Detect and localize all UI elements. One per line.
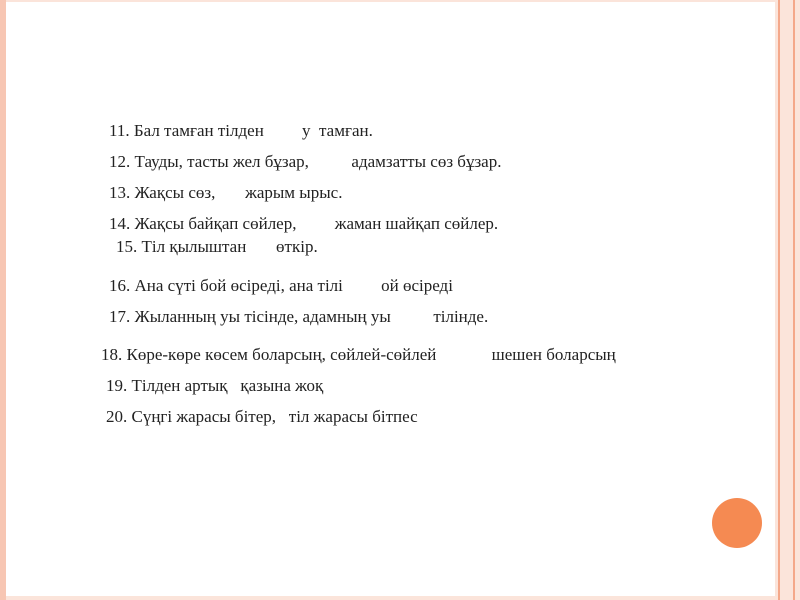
proverb-line: 14. Жақсы байқап сөйлер, жаман шайқап сөйлер.: [109, 214, 499, 233]
top-border: [6, 0, 775, 2]
proverb-line: 11. Бал тамған тілден у тамған.: [109, 121, 373, 140]
proverb-line: 20. Сүңгі жарасы бітер, тіл жарасы бітпес: [106, 407, 418, 426]
left-border: [0, 0, 6, 600]
accent-circle: [712, 498, 762, 548]
right-border-line-2: [793, 0, 795, 600]
proverb-line: 17. Жыланның уы тісінде, адамның уы тілінде.: [109, 307, 489, 326]
proverb-line: 18. Көре-көре көсем боларсың, сөйлей-сөйлей шешен боларсың: [101, 345, 616, 364]
bottom-border: [6, 596, 775, 600]
proverb-line: 13. Жақсы сөз, жарым ырыс.: [109, 183, 343, 202]
proverb-line: 16. Ана сүті бой өсіреді, ана тілі ой өсіреді: [109, 276, 453, 295]
proverb-line: 19. Тілден артық қазына жоқ: [106, 376, 324, 395]
proverb-line: 12. Тауды, тасты жел бұзар, адамзатты сөз бұзар.: [109, 152, 502, 171]
proverb-line: 15. Тіл қылыштан өткір.: [116, 237, 318, 256]
right-border-line-1: [778, 0, 780, 600]
